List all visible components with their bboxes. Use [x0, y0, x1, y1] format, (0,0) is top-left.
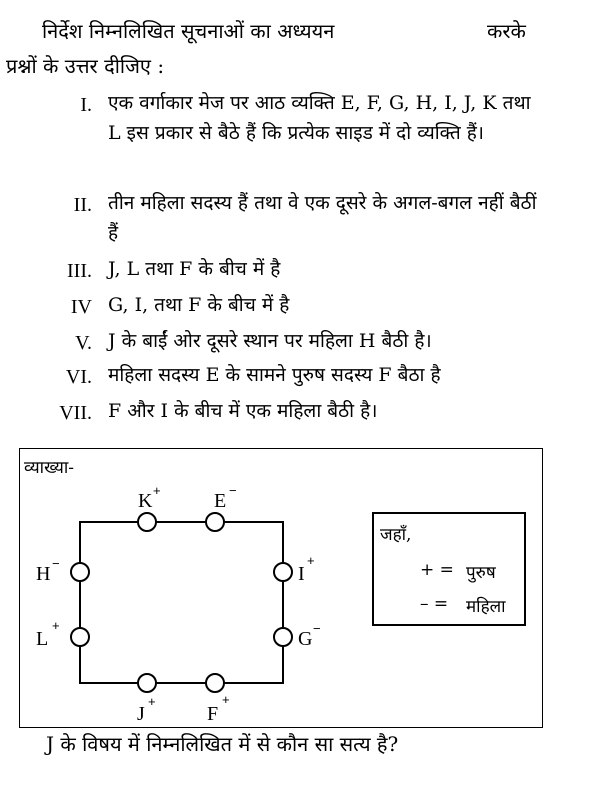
- seat-sign-f: +: [222, 692, 230, 707]
- seat-l: [71, 628, 89, 646]
- square-table: [80, 522, 283, 683]
- seat-label-k: K: [138, 490, 153, 512]
- item-number-6: VI.: [65, 366, 92, 388]
- seat-j: [138, 674, 156, 692]
- seat-h: [71, 563, 89, 581]
- item-text-6: महिला सदस्य E के सामने पुरुष सदस्य F बैठा है: [108, 364, 441, 386]
- item-text-2: तीन महिला सदस्य हैं तथा वे एक दूसरे के अगल-बगल नहीं बैठीं हैं: [108, 192, 537, 244]
- question-text: J के विषय में निम्नलिखित में से कौन सा सत्य है?: [46, 732, 399, 756]
- instruction-heading-line1: निर्देश निम्नलिखित सूचनाओं का अध्ययन: [42, 19, 335, 43]
- seat-label-i: I: [298, 563, 305, 585]
- seat-sign-l: +: [52, 618, 60, 633]
- item-text-3: J, L तथा F के बीच में है: [108, 258, 281, 280]
- seat-label-j: J: [137, 703, 145, 725]
- seat-sign-h: −: [52, 556, 60, 571]
- item-text-7: F और I के बीच में एक महिला बैठी है।: [108, 400, 378, 422]
- item-number-5: V.: [75, 332, 92, 354]
- item-number-1: I.: [80, 94, 92, 116]
- seat-label-g: G: [298, 628, 313, 650]
- instruction-heading-line1-end: करके: [487, 19, 526, 43]
- legend-female-label: महिला: [466, 597, 506, 617]
- instruction-heading-line2: प्रश्नों के उत्तर दीजिए :: [6, 54, 165, 78]
- item-text-1: एक वर्गाकार मेज पर आठ व्यक्ति E, F, G, H, I, J, K तथा L इस प्रकार से बैठे हैं कि प्रत्येक साइड में दो व्यक्ति हैं।: [108, 92, 531, 144]
- seat-sign-i: +: [307, 553, 315, 568]
- legend-female-symbol: – =: [420, 594, 449, 614]
- seat-e: [206, 513, 224, 531]
- item-number-2: II.: [73, 194, 92, 216]
- seat-k: [138, 513, 156, 531]
- item-number-7: VII.: [59, 402, 92, 424]
- seat-i: [274, 563, 292, 581]
- seat-g: [274, 628, 292, 646]
- seat-label-l: L: [36, 628, 49, 650]
- item-text-4: G, I, तथा F के बीच में है: [108, 294, 290, 316]
- item-number-4: IV: [70, 296, 92, 318]
- seat-label-h: H: [36, 563, 51, 585]
- seat-sign-g: −: [313, 621, 321, 636]
- explanation-title: व्याख्या-: [24, 458, 75, 478]
- seat-sign-j: +: [148, 694, 156, 709]
- legend-male-label: पुरुष: [466, 563, 496, 583]
- legend-title: जहाँ,: [380, 525, 412, 545]
- seat-label-e: E: [214, 490, 227, 512]
- legend-male-symbol: + =: [420, 560, 454, 580]
- seat-sign-e: −: [229, 483, 237, 498]
- seat-sign-k: +: [153, 483, 161, 498]
- seat-f: [206, 674, 224, 692]
- seat-label-f: F: [207, 703, 219, 725]
- item-number-3: III.: [67, 260, 92, 282]
- item-text-5: J के बाईं ओर दूसरे स्थान पर महिला H बैठी है।: [108, 330, 432, 352]
